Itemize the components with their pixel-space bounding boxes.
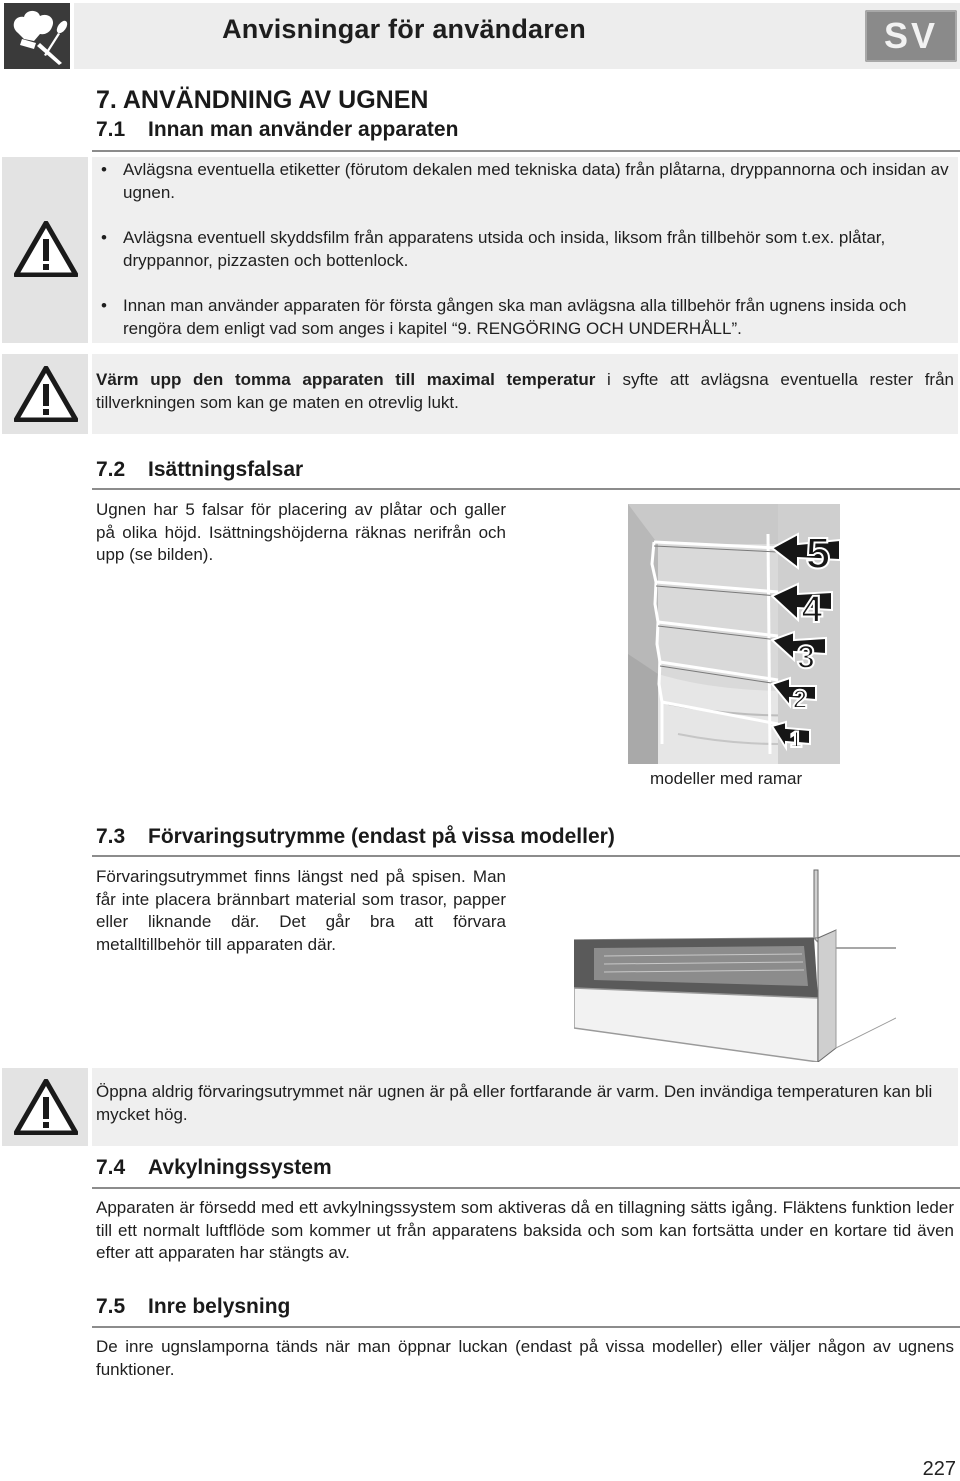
warning-text: Öppna aldrig förvaringsutrymmet när ugnen är på eller fortfarande är varm. Den invändiga temperaturen kan bli mycket hög. (96, 1082, 933, 1124)
heading-rule (92, 488, 960, 490)
rack-level-label: 4 (801, 589, 823, 631)
bullet-marker: • (101, 160, 107, 179)
heading-number: 7.4 (96, 1156, 126, 1179)
paragraph: Ugnen har 5 falsar för placering av plåtar och galler på olika höjd. Isättningshöjderna räknas nerifrån och upp (se bilden). (96, 500, 506, 565)
heading-text: Avkylningssystem (148, 1156, 332, 1179)
heading-7-4 (96, 1156, 332, 1180)
heading-number: 7.2 (96, 458, 126, 481)
warning-triangle-icon (14, 221, 78, 277)
page-header-title: Anvisningar för användaren (222, 14, 586, 44)
heading-7-2 (96, 458, 303, 482)
heading-text: Isättningsfalsar (148, 458, 304, 481)
warning-text-rest: i syfte att avlägsna eventuella rester från tillverkningen som kan ge maten en otrevlig lukt. (96, 370, 954, 412)
rack-level-label: 1 (789, 727, 803, 752)
list-item (97, 159, 955, 204)
heading-7-1 (96, 118, 458, 142)
warning-icon-panel (2, 1068, 88, 1146)
heading-text: Förvaringsutrymme (endast på vissa modeller) (148, 825, 615, 848)
paragraph: De inre ugnslamporna tänds när man öppnar luckan (endast på vissa modeller) eller väljer någon av ugnens funktioner. (96, 1337, 954, 1379)
heading-rule (92, 1326, 960, 1328)
paragraph: Apparaten är försedd med ett avkylningssystem som aktiveras då en tillagning sätts igång. Fläktens funktion leder till ett normalt luftflöde som kommer ut från apparatens baksida och som kan fortsätta under en kortare tid även efter att apparaten har stängts av. (96, 1198, 954, 1263)
warning-text (96, 369, 954, 414)
list-item (97, 227, 955, 272)
list-item-text: Avlägsna eventuella etiketter (förutom dekalen med tekniska data) från plåtarna, dryppannorna och insidan av ugnen. (123, 160, 949, 202)
oven-rack-levels-image (628, 504, 840, 764)
heading-7-5 (96, 1295, 290, 1319)
heading-text: Innan man använder apparaten (148, 118, 459, 141)
bullet-marker: • (101, 296, 107, 316)
language-badge: SV (865, 10, 957, 62)
brand-logo (4, 3, 70, 69)
heading-rule (92, 150, 960, 152)
rack-level-label: 3 (797, 639, 815, 675)
warning-triangle-icon (14, 1079, 78, 1135)
rack-level-label: 2 (792, 684, 808, 714)
warning-text-bold: Värm upp den tomma apparaten till maximal temperatur (96, 370, 596, 389)
heading-text: Inre belysning (148, 1295, 291, 1318)
paragraph: Förvaringsutrymmet finns längst ned på spisen. Man får inte placera brännbart material som trasor, papper eller liknande där. Det går bra att förvara metalltillbehör till apparaten där. (96, 867, 506, 954)
list-item-text: Avlägsna eventuell skyddsfilm från apparatens utsida och insida, liksom från tillbehör som t.ex. plåtar, dryppannor, pizzasten och bottenlock. (123, 228, 886, 270)
list-item (97, 295, 955, 340)
page-number: 227 (922, 1458, 956, 1480)
warning-icon-panel (2, 354, 88, 434)
rack-level-label: 5 (805, 529, 831, 578)
heading-number: 7.5 (96, 1295, 126, 1318)
image-caption: modeller med ramar (650, 769, 803, 788)
heading-rule (92, 1187, 960, 1189)
heading-7-3 (96, 825, 615, 849)
heading-number: 7.3 (96, 825, 126, 848)
bullet-list (97, 159, 955, 341)
bullet-list-container (97, 159, 955, 364)
storage-compartment-image (574, 868, 896, 1062)
warning-icon-panel (2, 157, 88, 343)
list-item-text: Innan man använder apparaten för första gången ska man avlägsna alla tillbehör från ugnens insida och rengöra dem enligt vad som anges i kapitel “9. RENGÖRING OCH UNDERHÅLL”. (123, 296, 907, 338)
heading-rule (92, 855, 960, 857)
section-title: 7. ANVÄNDNING AV UGNEN (96, 86, 429, 114)
heading-number: 7.1 (96, 118, 126, 141)
warning-triangle-icon (14, 366, 78, 422)
bullet-marker: • (101, 228, 107, 248)
chef-hat-logo-icon (4, 3, 70, 69)
